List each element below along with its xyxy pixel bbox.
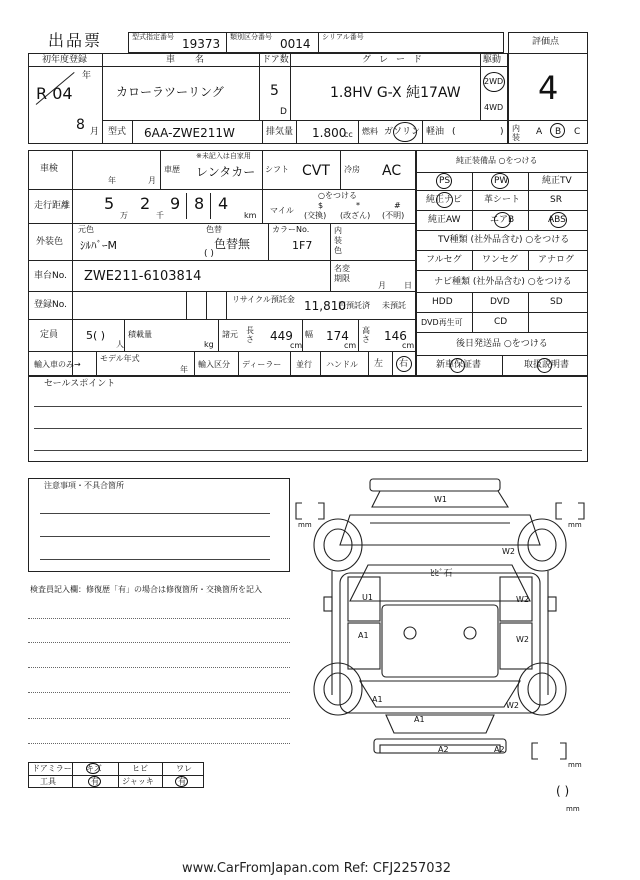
mileage-digit-2: 2	[140, 194, 151, 213]
tools-label: 工具	[40, 777, 56, 786]
parallel-option: 並行	[296, 360, 312, 369]
displacement-value: 1.800	[312, 126, 347, 140]
chassis-label: 車台No.	[34, 271, 67, 281]
shift-label: シフト	[265, 165, 289, 174]
handle-circle	[396, 356, 412, 372]
handle-right: 右	[399, 359, 409, 369]
interior-circle	[550, 123, 565, 138]
width-unit: cm	[344, 341, 357, 350]
capacity-label: 定員	[40, 330, 59, 340]
mileage-digit-3: 9	[170, 194, 181, 213]
tools-present: 有	[91, 777, 99, 786]
equip-sr: SR	[550, 195, 562, 205]
tv-title: TV種類 (社外品含む) ○をつける	[438, 235, 570, 245]
tire-fl-unit: mm	[298, 521, 312, 529]
nav-dvd: DVD	[490, 297, 510, 307]
damage-a1-rear-left: A1	[372, 695, 383, 704]
equip-tv: 純正TV	[542, 176, 572, 186]
equip-leather: 革シート	[484, 195, 521, 205]
deadline-day-unit: 日	[404, 281, 412, 290]
door-type: D	[280, 107, 287, 117]
tire-fr-unit: mm	[568, 521, 582, 529]
inspection-year-unit: 年	[108, 176, 116, 185]
original-color-label: 元色	[78, 225, 94, 234]
equip-abs-circle	[550, 212, 567, 228]
nav-hdd: HDD	[432, 297, 453, 307]
recycle-label: リサイクル預託金	[232, 295, 295, 304]
notes-label: 注意事項・不具合箇所	[44, 481, 124, 490]
equip-airbag-circle	[494, 212, 511, 228]
interior-grade-label: 内装	[512, 124, 520, 142]
grade-label: グレード	[362, 55, 431, 65]
length-unit: cm	[290, 341, 303, 350]
chassis-number: ZWE211-6103814	[84, 269, 202, 284]
unknown-mark: #	[394, 201, 401, 210]
recycle-deposited: 円預託済	[338, 301, 370, 310]
swap-mark: $	[318, 201, 324, 210]
later-warranty-circle	[450, 358, 465, 373]
equip-aw: 純正AW	[428, 215, 461, 225]
interior-a: A	[536, 127, 543, 137]
damage-a2-bumper-corner: A2	[494, 745, 505, 754]
repaint-label: 色替	[206, 225, 222, 234]
width-label: 幅	[305, 330, 313, 339]
unknown-label: (不明)	[382, 211, 405, 220]
jack-label: ジャッキ	[122, 777, 154, 786]
length-value: 449	[270, 329, 293, 343]
fuel-diesel: 軽油	[426, 127, 445, 137]
damage-w2-rear-right: W2	[506, 701, 519, 710]
model-type-value: 6AA-ZWE211W	[144, 126, 235, 140]
equip-navi-circle	[436, 192, 453, 208]
length-label: 長さ	[246, 326, 254, 344]
capacity-unit: 人	[116, 340, 124, 349]
mile-label: マイル	[270, 206, 294, 215]
damage-a1-door-left: A1	[358, 631, 369, 640]
nav-dvd-playback: DVD再生可	[421, 318, 463, 327]
later-manual: 取扱説明書	[524, 360, 570, 370]
interior-color-label: 内装色	[334, 226, 342, 255]
capacity-value: 5( )	[86, 329, 106, 342]
car-name-value: カローラツーリング	[116, 85, 224, 99]
first-registration-label: 初年度登録	[42, 55, 88, 65]
later-warranty: 新車保証書	[436, 360, 482, 370]
inspection-label: 車検	[40, 164, 59, 174]
jack-circle	[175, 776, 188, 787]
recycle-value: 11,810	[304, 299, 346, 313]
fuel-label: 燃料	[362, 127, 378, 136]
equipment-title: 純正装備品 ○をつける	[456, 156, 538, 165]
equip-airbag: エアB	[490, 215, 515, 225]
color-no-value: 1F7	[292, 239, 313, 252]
mirror-broken: ワレ	[176, 764, 192, 773]
tools-circle	[88, 776, 101, 787]
inspector-note-label: 検査員記入欄：修復歴「有」の場合は修復箇所・交換箇所を記入	[30, 585, 262, 594]
history-value: レンタカー	[196, 165, 256, 179]
tire-rr-unit: mm	[568, 761, 582, 769]
drive-2wd: 2WD	[484, 77, 504, 86]
fuel-gasoline: ガソリン	[384, 127, 421, 137]
mirror-scratch: キズ	[86, 764, 102, 773]
inspection-month-unit: 月	[148, 176, 156, 185]
nav-title: ナビ種類 (社外品含む) ○をつける	[434, 277, 572, 287]
door-mirror-label: ドアミラー	[32, 764, 72, 773]
doors-label: ドア数	[262, 55, 289, 65]
first-registration-month: 8	[76, 117, 85, 133]
exterior-color-label: 外装色	[36, 237, 64, 247]
damage-a1-rear: A1	[414, 715, 425, 724]
mileage-label: 走行距離	[34, 201, 71, 211]
damage-w2-front-right: W2	[502, 547, 515, 556]
recycle-not-deposited: 未預託	[382, 301, 406, 310]
handle-left: 左	[374, 359, 384, 369]
later-shipment-title: 後日発送品 ○をつける	[456, 339, 548, 349]
sales-point-label: セールスポイント	[44, 379, 116, 389]
drive-4wd: 4WD	[484, 103, 504, 112]
equip-ps: PS	[439, 176, 451, 186]
drive-label: 駆動	[483, 55, 502, 65]
tv-oneseg: ワンセグ	[482, 255, 519, 265]
model-approval-label: 型式指定番号	[132, 33, 174, 41]
load-label: 積載量	[128, 330, 152, 339]
model-approval-number: 19373	[182, 37, 221, 51]
tamper-label: (改ざん)	[340, 211, 371, 220]
equip-ps-circle	[436, 173, 452, 189]
spare-tire-unit: mm	[566, 805, 580, 813]
later-manual-circle	[537, 358, 552, 373]
repaint-value: 色替無	[214, 237, 251, 251]
swap-label: (交換)	[304, 211, 327, 220]
notes-box	[28, 478, 290, 572]
history-label: 車歴	[164, 165, 180, 174]
equip-abs: ABS	[548, 215, 566, 225]
damage-w2-door-front: W2	[516, 595, 529, 604]
mileage-digit-5: 4	[218, 194, 229, 213]
damage-w2-door-rear: W2	[516, 635, 529, 644]
nav-cd: CD	[494, 317, 508, 327]
grade-value: 1.8HV G-X 純17AW	[330, 85, 461, 101]
serial-label: シリアル番号	[322, 33, 364, 41]
fuel-circle	[393, 122, 417, 142]
mileage-sen-unit: 千	[156, 211, 164, 220]
doors-value: 5	[270, 83, 279, 99]
damage-windshield-chip: ﾋﾋﾞ石	[430, 569, 453, 579]
tv-analog: アナログ	[538, 255, 575, 265]
model-year-unit: 年	[180, 365, 188, 374]
tamper-mark: *	[356, 201, 360, 210]
category-label: 類別区分番号	[230, 33, 272, 41]
height-unit: cm	[402, 341, 415, 350]
first-registration-year: R 04	[36, 84, 73, 103]
jack-present: 有	[178, 777, 186, 786]
evaluation-score: 4	[538, 69, 559, 107]
color-no-label: カラーNo.	[272, 225, 310, 234]
shift-value: CVT	[302, 163, 330, 179]
mileage-circle-note: ○をつける	[318, 191, 357, 200]
name-change-deadline-label: 名変期限	[334, 264, 350, 283]
original-color-value: ｼﾙﾊﾞｰM	[80, 239, 117, 252]
height-label: 高さ	[362, 326, 370, 344]
equip-pw: PW	[494, 176, 509, 186]
displacement-label: 排気量	[266, 127, 294, 137]
interior-b: B	[555, 127, 562, 137]
mileage-digit-1: 5	[104, 194, 115, 213]
damage-a2-bumper: A2	[438, 745, 449, 754]
nav-sd: SD	[550, 297, 563, 307]
tv-fullseg: フルセグ	[426, 255, 462, 265]
year-unit: 年	[82, 71, 92, 81]
registration-no-label: 登録No.	[34, 300, 67, 310]
history-note: ※未記入は自家用	[196, 152, 251, 160]
height-value: 146	[384, 329, 407, 343]
load-unit: kg	[204, 340, 214, 349]
model-year-label: モデル年式	[100, 354, 140, 363]
interior-c: C	[574, 127, 581, 137]
model-type-label: 型式	[108, 127, 127, 137]
category-number: 0014	[280, 37, 311, 51]
ac-label: 冷房	[344, 165, 360, 174]
damage-u1: U1	[362, 593, 373, 602]
import-label: 輸入車のみ→	[34, 360, 81, 369]
mirror-crack: ヒビ	[132, 764, 148, 773]
dims-label: 諸元	[222, 330, 238, 339]
deadline-month-unit: 月	[378, 281, 386, 290]
score-label: 評価点	[532, 37, 560, 47]
repaint-paren: ( )	[204, 249, 214, 259]
handle-label: ハンドル	[326, 360, 358, 369]
car-damage-diagram	[290, 475, 590, 815]
month-unit: 月	[90, 127, 100, 137]
mileage-digit-4: 8	[194, 194, 205, 213]
import-category-label: 輸入区分	[198, 360, 230, 369]
mirror-scratch-circle	[86, 763, 100, 774]
mileage-man-unit: 万	[120, 211, 128, 220]
source-watermark: www.CarFromJapan.com Ref: CFJ2257032	[182, 861, 452, 876]
km-unit: km	[244, 211, 257, 220]
ac-value: AC	[382, 163, 402, 179]
sheet-title: 出品票	[48, 31, 103, 50]
equip-navi: 純正ナビ	[426, 195, 463, 205]
equip-pw-circle	[491, 173, 509, 189]
width-value: 174	[326, 329, 349, 343]
car-name-label: 車名	[166, 55, 225, 65]
dealer-option: ディーラー	[242, 360, 282, 369]
damage-w1-front: W1	[434, 495, 447, 504]
displacement-unit: cc	[344, 130, 353, 139]
